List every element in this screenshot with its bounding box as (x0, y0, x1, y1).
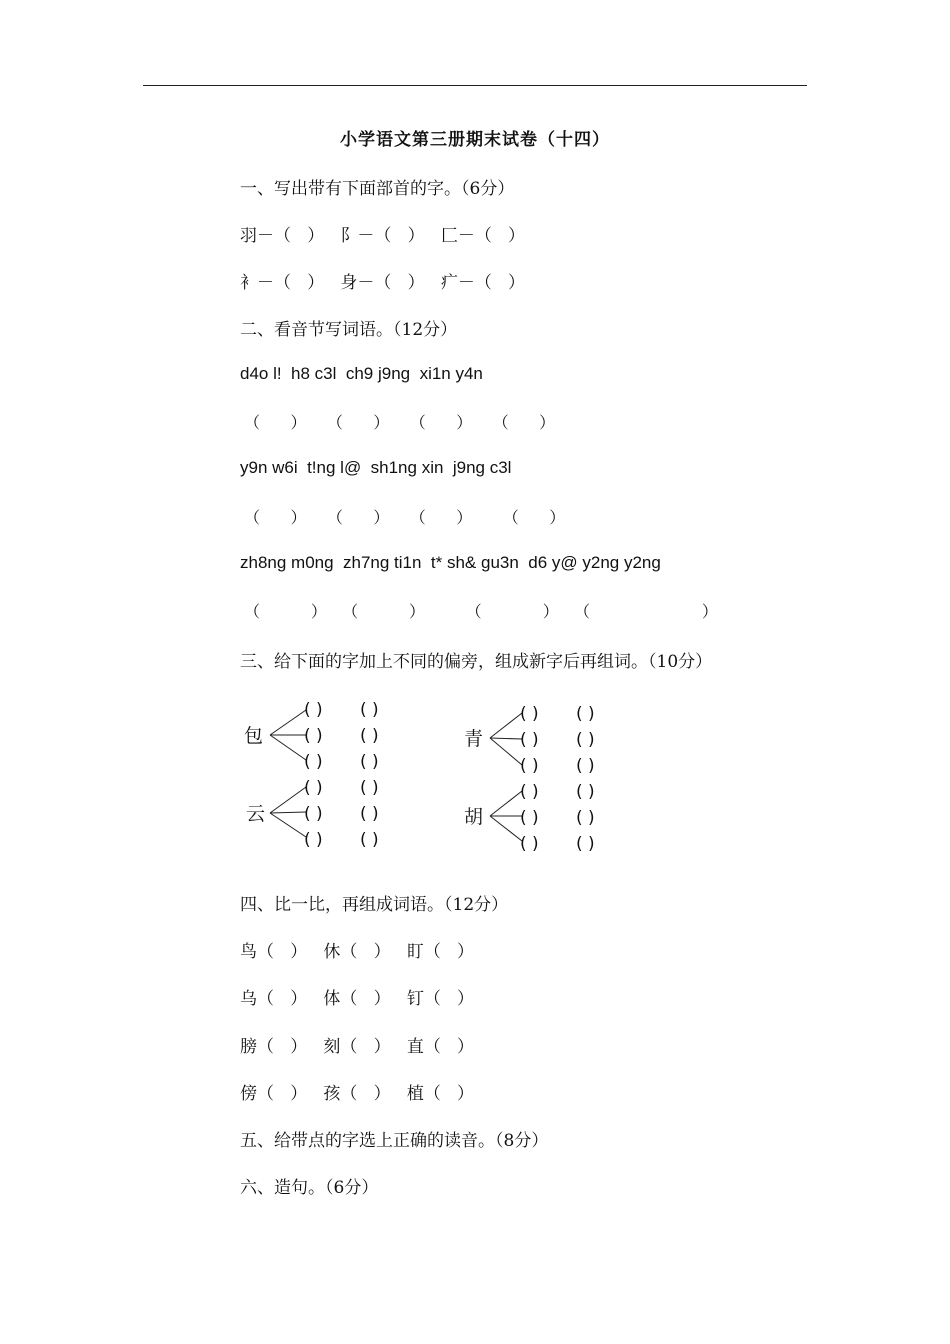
paren-small: ( ) (520, 730, 539, 750)
base-char-hu: 胡 (464, 806, 484, 828)
branch-line (270, 812, 306, 813)
section-1-heading: 一、写出带有下面部首的字。（6分） (240, 179, 515, 199)
section-5-heading: 五、给带点的字选上正确的读音。（8分） (240, 1131, 549, 1151)
paren-large: ( ) (576, 730, 595, 750)
paren-small: ( ) (520, 704, 539, 724)
paren-small: ( ) (304, 804, 323, 824)
paren-large: ( ) (360, 778, 379, 798)
paren-large: ( ) (360, 700, 379, 720)
section-3-heading: 三、给下面的字加上不同的偏旁，组成新字后再组词。（10分） (240, 652, 713, 672)
branch-line (490, 738, 522, 765)
paren-large: ( ) (360, 804, 379, 824)
radical-line-2: 衤－（ ） 身－（ ） 疒－（ ） (240, 273, 526, 293)
paren-small: ( ) (304, 726, 323, 746)
answer-parens-3: （ ） （ ） （ ） （ ） (244, 602, 718, 621)
page-title: 小学语文第三册期末试卷（十四） (340, 130, 610, 150)
paren-small: ( ) (304, 830, 323, 850)
base-char-qing: 青 (464, 728, 484, 750)
paren-small: ( ) (304, 752, 323, 772)
top-rule (143, 85, 807, 86)
branch-line (270, 735, 306, 760)
paren-large: ( ) (360, 752, 379, 772)
paren-small: ( ) (520, 756, 539, 776)
paren-large: ( ) (576, 756, 595, 776)
compare-line-1: 鸟（ ） 休（ ） 盯（ ） (240, 942, 475, 962)
paren-small: ( ) (520, 808, 539, 828)
answer-parens-1: （ ） （ ） （ ） （ ） (244, 413, 556, 432)
base-char-yun: 云 (246, 803, 266, 825)
pinyin-line-1: d4o l! h8 c3l ch9 j9ng xi1n y4n (240, 364, 483, 383)
section-4-heading: 四、比一比，再组成词语。（12分） (240, 895, 509, 915)
paren-large: ( ) (576, 834, 595, 854)
compare-line-2: 乌（ ） 体（ ） 钉（ ） (240, 989, 475, 1009)
branch-line (270, 710, 306, 735)
paren-large: ( ) (576, 704, 595, 724)
pinyin-line-2: y9n w6i t!ng l@ sh1ng xin j9ng c3l (240, 458, 512, 477)
paren-large: ( ) (360, 830, 379, 850)
paren-small: ( ) (520, 782, 539, 802)
branch-line (490, 713, 522, 738)
branch-line (490, 791, 522, 816)
base-char-bao: 包 (244, 725, 264, 747)
paren-small: ( ) (304, 700, 323, 720)
paren-large: ( ) (576, 808, 595, 828)
answer-parens-2: （ ） （ ） （ ） （ ） (244, 508, 566, 527)
radical-branch-diagram (238, 695, 658, 860)
branch-line (490, 816, 522, 841)
paren-large: ( ) (576, 782, 595, 802)
branch-line (490, 738, 522, 739)
branch-line (270, 813, 306, 837)
paren-small: ( ) (520, 834, 539, 854)
branch-line (270, 787, 306, 813)
compare-line-3: 膀（ ） 刻（ ） 直（ ） (240, 1037, 475, 1057)
section-6-heading: 六、造句。（6分） (240, 1178, 379, 1198)
section-2-heading: 二、看音节写词语。（12分） (240, 320, 458, 340)
pinyin-line-3: zh8ng m0ng zh7ng ti1n t* sh& gu3n d6 y@ y2ng y2ng (240, 553, 661, 572)
compare-line-4: 傍（ ） 孩（ ） 植（ ） (240, 1084, 475, 1104)
radical-line-1: 羽－（ ） 阝－（ ） 匚－（ ） (240, 226, 526, 246)
paren-large: ( ) (360, 726, 379, 746)
paren-small: ( ) (304, 778, 323, 798)
